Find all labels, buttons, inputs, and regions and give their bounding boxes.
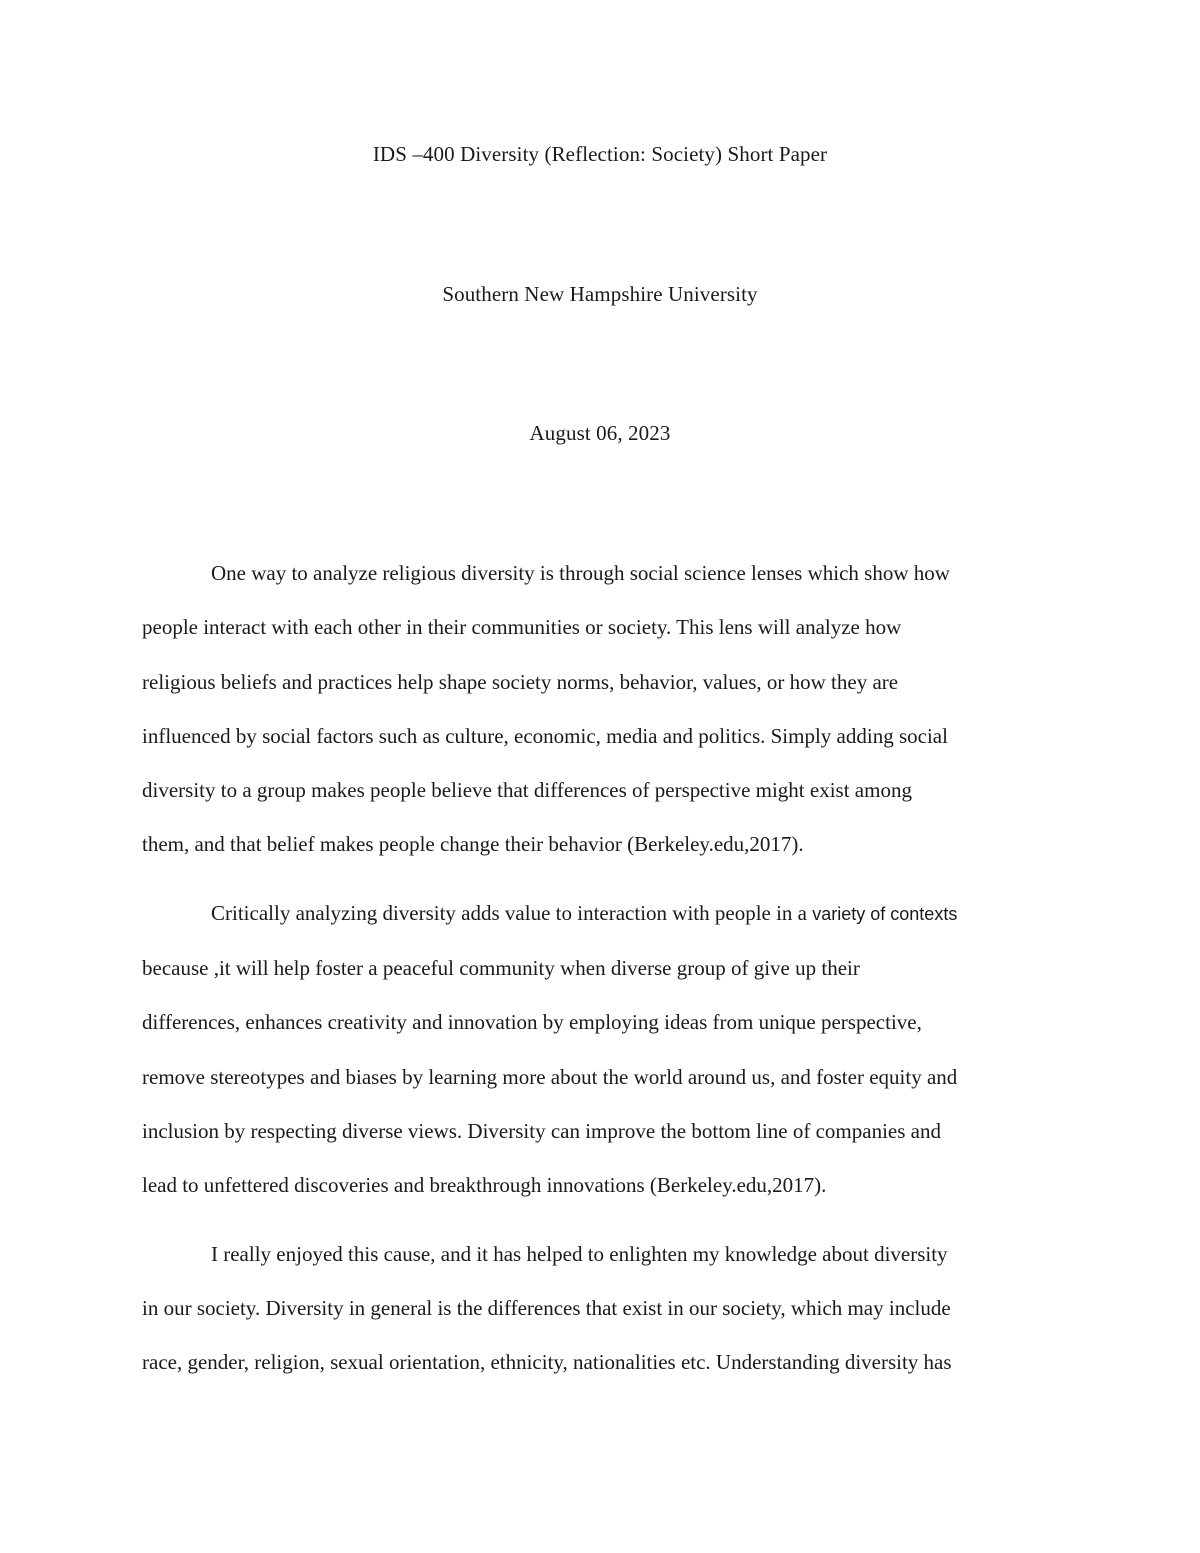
paragraph-line: inclusion by respecting diverse views. Diversity can improve the bottom line of companies and xyxy=(142,1118,941,1143)
institution-name: Southern New Hampshire University xyxy=(442,282,758,306)
paragraph-line-start: Critically analyzing diversity adds value to interaction with people in a xyxy=(211,900,813,925)
paragraph-line: lead to unfettered discoveries and breakthrough innovations (Berkeley.edu,2017). xyxy=(142,1173,827,1198)
paragraph-line: differences, enhances creativity and innovation by employing ideas from unique perspective, xyxy=(142,1010,922,1035)
paragraph-line: remove stereotypes and biases by learning more about the world around us, and foster equity and xyxy=(142,1064,958,1089)
paragraph-line: in our society. Diversity in general is the differences that exist in our society, which may include xyxy=(142,1295,951,1320)
paragraph-line: One way to analyze religious diversity is through social science lenses which show how xyxy=(211,561,950,585)
paper-title: IDS –400 Diversity (Reflection: Society) Short Paper xyxy=(372,142,828,166)
paragraph-line: race, gender, religion, sexual orientation, ethnicity, nationalities etc. Understanding diversity has xyxy=(142,1350,952,1375)
paragraph-line-sans-run: variety of contexts xyxy=(812,903,958,924)
paragraph-line: them, and that belief makes people change their behavior (Berkeley.edu,2017). xyxy=(142,832,804,857)
paragraph-line: because ,it will help foster a peaceful community when diverse group of give up their xyxy=(142,956,860,981)
paper-date: August 06, 2023 xyxy=(529,421,671,445)
paragraph-first-line xyxy=(142,886,1062,941)
paragraph-1 xyxy=(142,546,1062,872)
paragraph-line: I really enjoyed this cause, and it has helped to enlighten my knowledge about diversity xyxy=(211,1241,948,1266)
paragraph-line: diversity to a group makes people believe that differences of perspective might exist among xyxy=(142,778,912,803)
body-text xyxy=(142,546,1062,1389)
paragraph-3 xyxy=(142,1227,1062,1390)
paragraph-line: people interact with each other in their communities or society. This lens will analyze how xyxy=(142,615,902,640)
paragraph-2 xyxy=(142,886,1062,1213)
paragraph-line: influenced by social factors such as culture, economic, media and politics. Simply adding social xyxy=(142,723,948,748)
paragraph-line: religious beliefs and practices help shape society norms, behavior, values, or how they are xyxy=(142,669,899,694)
